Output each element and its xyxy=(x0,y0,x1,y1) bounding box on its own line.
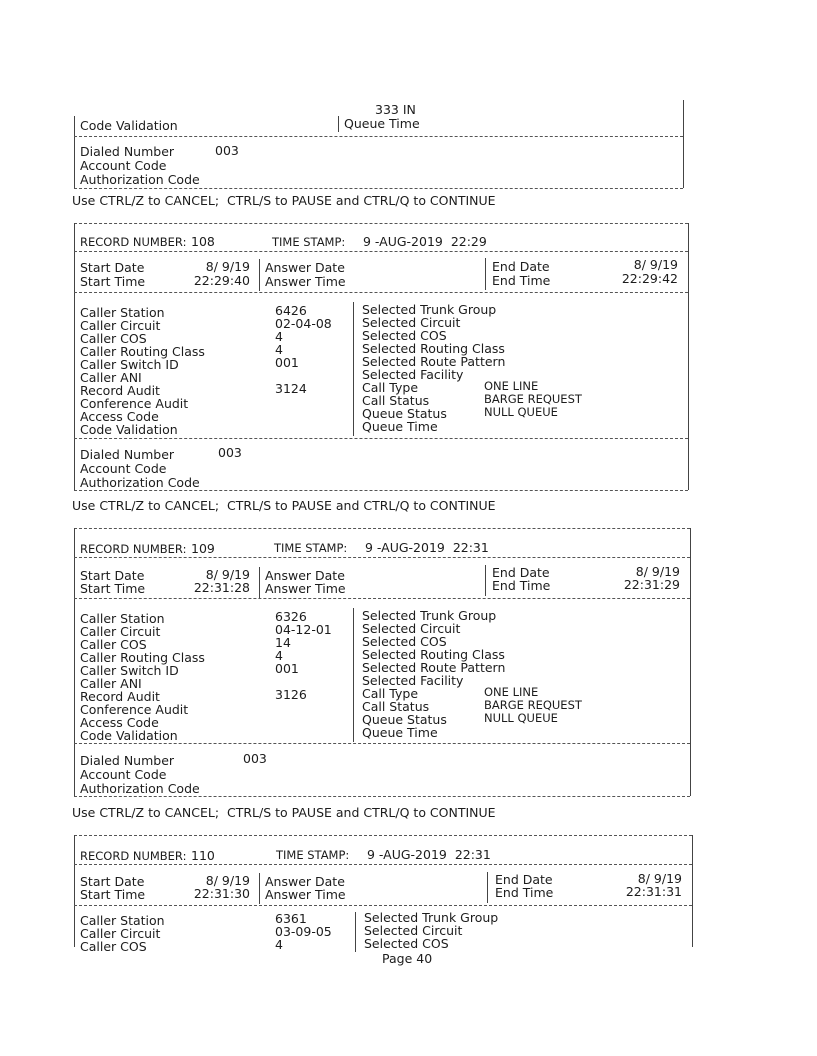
dialed-number-value: 003 xyxy=(218,445,242,460)
column-divider xyxy=(485,258,486,290)
record-border-left xyxy=(74,528,75,796)
start-time-label: Start Time xyxy=(80,887,146,902)
conference-audit-label: Conference Audit xyxy=(80,396,189,411)
caller-ani-label: Caller ANI xyxy=(80,676,142,691)
queue-status-value: NULL QUEUE xyxy=(484,711,558,725)
instruction-line: Use CTRL/Z to CANCEL; CTRL/S to PAUSE and CTRL/Q to CONTINUE xyxy=(72,498,496,513)
selected-route-pattern-label: Selected Route Pattern xyxy=(362,660,506,675)
account-code-label: Account Code xyxy=(80,158,167,173)
dialed-number-label: Dialed Number xyxy=(80,447,175,462)
column-divider xyxy=(353,302,354,436)
caller-circuit-label: Caller Circuit xyxy=(80,624,161,639)
end-date-label: End Date xyxy=(492,259,550,274)
divider xyxy=(74,905,692,906)
end-date-value: 8/ 9/19 xyxy=(635,564,680,579)
answer-time-label: Answer Time xyxy=(265,274,346,289)
record-audit-label: Record Audit xyxy=(80,383,160,398)
caller-routing-class-value: 4 xyxy=(275,648,283,663)
caller-ani-label: Caller ANI xyxy=(80,370,142,385)
start-date-label: Start Date xyxy=(80,874,145,889)
record-number-value: 110 xyxy=(191,848,215,863)
caller-station-value: 6361 xyxy=(275,911,307,926)
start-time-value: 22:31:30 xyxy=(193,886,250,901)
call-type-value: ONE LINE xyxy=(484,379,539,393)
page-number: Page 40 xyxy=(382,951,433,966)
instruction-line: Use CTRL/Z to CANCEL; CTRL/S to PAUSE and CTRL/Q to CONTINUE xyxy=(72,193,496,208)
column-divider xyxy=(485,565,486,596)
caller-station-label: Caller Station xyxy=(80,913,165,928)
call-status-value: BARGE REQUEST xyxy=(484,392,582,406)
record-top-rule xyxy=(74,835,692,836)
selected-cos-label: Selected COS xyxy=(364,936,449,951)
authorization-code-label: Authorization Code xyxy=(80,172,200,187)
answer-date-label: Answer Date xyxy=(265,260,345,275)
end-date-label: End Date xyxy=(492,565,550,580)
caller-routing-class-label: Caller Routing Class xyxy=(80,344,205,359)
caller-station-value: 6426 xyxy=(275,303,307,318)
caller-circuit-value: 03-09-05 xyxy=(275,924,332,939)
record-top-rule xyxy=(74,528,690,529)
start-time-label: Start Time xyxy=(80,581,146,596)
account-code-label: Account Code xyxy=(80,461,167,476)
start-time-label: Start Time xyxy=(80,274,146,289)
column-divider xyxy=(338,116,339,132)
queue-time-label: Queue Time xyxy=(362,419,438,434)
record-number-label: RECORD NUMBER: xyxy=(80,235,187,249)
code-validation-label: Code Validation xyxy=(80,728,178,743)
start-time-value: 22:29:40 xyxy=(193,273,250,288)
end-time-label: End Time xyxy=(492,273,551,288)
record-number-value: 108 xyxy=(191,234,215,249)
caller-switch-id-label: Caller Switch ID xyxy=(80,663,179,678)
divider xyxy=(74,136,683,137)
authorization-code-label: Authorization Code xyxy=(80,475,200,490)
record-number-label: RECORD NUMBER: xyxy=(80,542,187,556)
record-number-label: RECORD NUMBER: xyxy=(80,849,187,863)
end-time-value: 22:31:31 xyxy=(625,884,682,899)
divider xyxy=(74,598,690,599)
selected-trunk-group-label: Selected Trunk Group xyxy=(362,302,497,317)
call-type-label: Call Type xyxy=(362,686,419,701)
caller-station-value: 6326 xyxy=(275,609,307,624)
caller-cos-value: 4 xyxy=(275,937,283,952)
caller-cos-value: 4 xyxy=(275,329,283,344)
start-date-label: Start Date xyxy=(80,260,145,275)
column-divider xyxy=(259,259,260,291)
border-right xyxy=(683,100,684,188)
time-stamp-value: 9 -AUG-2019 22:31 xyxy=(365,540,489,555)
caller-station-label: Caller Station xyxy=(80,611,165,626)
divider xyxy=(74,438,688,439)
answer-date-label: Answer Date xyxy=(265,874,345,889)
end-date-label: End Date xyxy=(495,872,553,887)
account-code-label: Account Code xyxy=(80,767,167,782)
end-date-value: 8/ 9/19 xyxy=(637,871,682,886)
code-validation-label: Code Validation xyxy=(80,422,178,437)
record-border-left xyxy=(74,835,75,947)
end-time-label: End Time xyxy=(495,885,554,900)
dialed-number-value: 003 xyxy=(243,751,267,766)
selected-routing-class-label: Selected Routing Class xyxy=(362,647,505,662)
start-date-value: 8/ 9/19 xyxy=(205,259,250,274)
caller-station-label: Caller Station xyxy=(80,305,165,320)
queue-time-label: Queue Time xyxy=(362,725,438,740)
time-stamp-label: TIME STAMP: xyxy=(272,235,346,249)
selected-cos-label: Selected COS xyxy=(362,634,447,649)
queue-status-label: Queue Status xyxy=(362,406,447,421)
dialed-number-value: 003 xyxy=(215,143,239,158)
selected-trunk-group-label: Selected Trunk Group xyxy=(362,608,497,623)
queue-status-label: Queue Status xyxy=(362,712,447,727)
call-status-value: BARGE REQUEST xyxy=(484,698,582,712)
caller-switch-id-value: 001 xyxy=(275,661,299,676)
divider xyxy=(74,557,690,558)
time-stamp-value: 9 -AUG-2019 22:29 xyxy=(363,234,487,249)
record-audit-label: Record Audit xyxy=(80,689,160,704)
caller-switch-id-label: Caller Switch ID xyxy=(80,357,179,372)
instruction-line: Use CTRL/Z to CANCEL; CTRL/S to PAUSE and CTRL/Q to CONTINUE xyxy=(72,805,496,820)
dialed-number-label: Dialed Number xyxy=(80,753,175,768)
record-number-value: 109 xyxy=(191,541,215,556)
divider xyxy=(74,796,690,797)
column-divider xyxy=(353,608,354,742)
caller-cos-value: 14 xyxy=(275,635,291,650)
code-validation-label: Code Validation xyxy=(80,118,178,133)
selected-routing-class-label: Selected Routing Class xyxy=(362,341,505,356)
time-stamp-label: TIME STAMP: xyxy=(276,848,350,862)
caller-circuit-label: Caller Circuit xyxy=(80,318,161,333)
selected-route-pattern-label: Selected Route Pattern xyxy=(362,354,506,369)
end-date-value: 8/ 9/19 xyxy=(633,257,678,272)
call-status-label: Call Status xyxy=(362,393,430,408)
caller-routing-class-label: Caller Routing Class xyxy=(80,650,205,665)
caller-cos-label: Caller COS xyxy=(80,637,147,652)
caller-routing-class-value: 4 xyxy=(275,342,283,357)
answer-date-label: Answer Date xyxy=(265,568,345,583)
selected-circuit-label: Selected Circuit xyxy=(362,621,461,636)
divider xyxy=(74,743,690,744)
answer-time-label: Answer Time xyxy=(265,887,346,902)
divider xyxy=(74,188,683,189)
answer-time-label: Answer Time xyxy=(265,581,346,596)
call-status-label: Call Status xyxy=(362,699,430,714)
record-audit-value: 3124 xyxy=(275,381,307,396)
queue-time-value: 333 IN xyxy=(375,102,416,117)
start-time-value: 22:31:28 xyxy=(193,580,250,595)
start-date-value: 8/ 9/19 xyxy=(205,567,250,582)
column-divider xyxy=(487,872,488,903)
caller-switch-id-value: 001 xyxy=(275,355,299,370)
caller-cos-label: Caller COS xyxy=(80,331,147,346)
divider xyxy=(74,864,692,865)
column-divider xyxy=(355,912,356,952)
queue-status-value: NULL QUEUE xyxy=(484,405,558,419)
selected-cos-label: Selected COS xyxy=(362,328,447,343)
time-stamp-label: TIME STAMP: xyxy=(274,541,348,555)
caller-circuit-label: Caller Circuit xyxy=(80,926,161,941)
dialed-number-label: Dialed Number xyxy=(80,144,175,159)
selected-circuit-label: Selected Circuit xyxy=(364,923,463,938)
caller-circuit-value: 02-04-08 xyxy=(275,316,332,331)
record-top-rule xyxy=(74,223,688,224)
column-divider xyxy=(259,567,260,598)
time-stamp-value: 9 -AUG-2019 22:31 xyxy=(367,847,491,862)
record-border-right xyxy=(690,528,691,796)
authorization-code-label: Authorization Code xyxy=(80,781,200,796)
record-border-right xyxy=(692,835,693,947)
caller-circuit-value: 04-12-01 xyxy=(275,622,332,637)
queue-time-label: Queue Time xyxy=(344,116,420,131)
end-time-value: 22:31:29 xyxy=(623,577,680,592)
divider xyxy=(74,292,688,293)
call-type-value: ONE LINE xyxy=(484,685,539,699)
caller-cos-label: Caller COS xyxy=(80,939,147,954)
divider xyxy=(74,490,688,491)
end-time-value: 22:29:42 xyxy=(621,271,678,286)
selected-facility-label: Selected Facility xyxy=(362,367,464,382)
end-time-label: End Time xyxy=(492,578,551,593)
record-border-right xyxy=(688,223,689,490)
record-audit-value: 3126 xyxy=(275,687,307,702)
column-divider xyxy=(259,873,260,904)
call-type-label: Call Type xyxy=(362,380,419,395)
access-code-label: Access Code xyxy=(80,715,159,730)
access-code-label: Access Code xyxy=(80,409,159,424)
start-date-label: Start Date xyxy=(80,568,145,583)
divider xyxy=(74,251,688,252)
selected-circuit-label: Selected Circuit xyxy=(362,315,461,330)
start-date-value: 8/ 9/19 xyxy=(205,873,250,888)
border-left xyxy=(74,116,75,188)
record-border-left xyxy=(74,223,75,490)
selected-trunk-group-label: Selected Trunk Group xyxy=(364,910,499,925)
conference-audit-label: Conference Audit xyxy=(80,702,189,717)
selected-facility-label: Selected Facility xyxy=(362,673,464,688)
